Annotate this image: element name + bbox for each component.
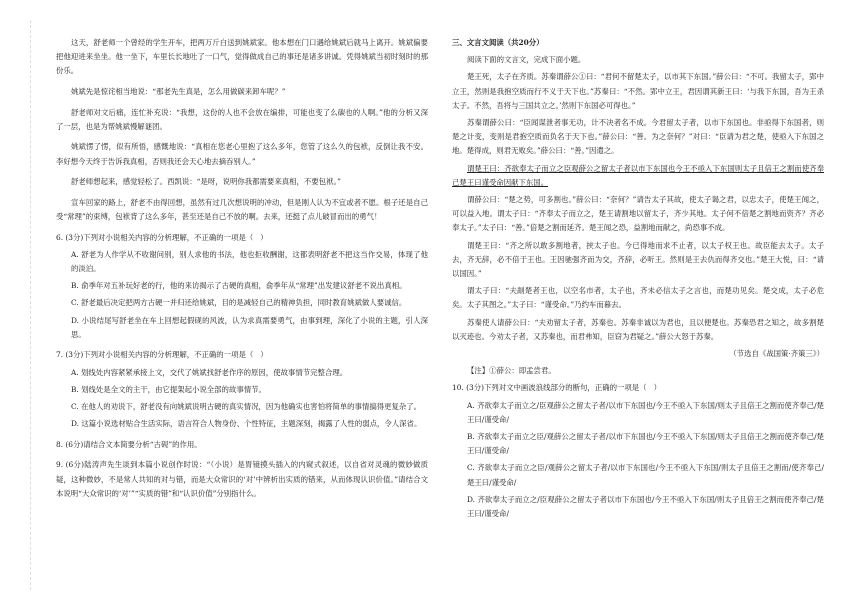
classical-paragraph-wavy: 谓楚王曰：齐欲奉太子而立之臣观薛公之留太子者以市下东国也今王不亟入下东国则太子且倍王之割而使齐奉己楚王曰谨受命因献下东国。 (452, 163, 824, 187)
story-paragraph: 这天，舒老师一个曾经的学生开车，把两万斤白送到姚斌家。他本想在门口遇给姚斌后就马上离开。姚斌偏要把他迎进来坐坐。他一坐下，车里长长地吐了一口气，觉得做成自己的事还是诸多讲诚。凭得姚斌当初时刻时的那份乐。 (56, 38, 428, 76)
question-10-option-c: C. 齐欲奉太子而立之臣/观薛公之留太子者/以市下东国也/今王不亟入下东国/则太子且倍王之割而/使齐奉己/楚王曰/谨受命/ (467, 463, 824, 487)
question-10-option-b: B. 齐欲奉太子而立之臣/观薛公之留太子者/以市下东国也/今王不亟入下东国/则太子且倍王之割而使齐奉己/楚王曰/谨受命/ (467, 432, 824, 456)
classical-paragraph: 苏秦谓薛公曰：“臣闻谋泄者事无功，计不决者名不成。今君留太子者，以市下东国也。非亟得下东国者，则楚之计变，变则是君抱空质而负名于天下也。”薛公曰：“善。为之奈何？”对曰：“臣请为君之楚，使亟入下东国之地。楚得成，则君无败矣。”薛公曰：“善。”因遣之。 (452, 118, 824, 156)
classical-paragraph: 楚王死，太子在齐质。苏秦谓薛公①曰：“君何不留楚太子，以市其下东国。”薛公曰：“不可。我留太子，郢中立王，然则是我抱空质而行不义于天下也。”苏秦曰：“不然。郢中立王，君因谓其新王曰：‘与我下东国，吾为王杀太子。不然，吾将与三国共立之。’然则下东国必可得也。” (452, 72, 824, 110)
story-paragraph: 姚斌愣了愣，似有所悟，感慨地说：“真相在您老心里抱了这么多年，您管了这么久的包袱，反倒让我不安。李好想今天终于告诉我真相，否则我还会天心地去摘吞别人。” (56, 142, 428, 166)
section-intro: 阅读下面的文言文，完成下面小题。 (467, 55, 586, 65)
question-6-option-c: C. 舒老最后决定把两方古硬一并归还给姚斌，目的是减轻自己的精神负担，同时教育姚斌做人要诚信。 (71, 298, 407, 308)
binding-margin-line (30, 20, 32, 590)
classical-paragraph: 谓楚王曰：“齐之所以敢多割地者，挟太子也。今已得地而求不止者，以太子权王也。故臣能去太子。太子去，齐无辞，必不倍于王也。王因驰强齐而为交，齐辞，必听王。然则是王去仇而得齐交也。”楚王大悦，曰：“请以国因。” (452, 240, 824, 279)
classical-paragraph: 谓太子曰：“夫剬楚者王也，以空名市者，太子也，齐未必信太子之言也，而楚功见矣。楚交成，太子必危矣。太子其图之。”太子曰：“谨受命。”乃约车而暮去。 (452, 286, 824, 310)
question-6-option-d: D. 小说结尾写舒老坐在车上回想起假砚的风波，认为求真需要勇气，由事到理，深化了小说的主题，引人深思。 (71, 315, 428, 339)
question-6-option-a: A. 舒老为人作学从不收谢问别，别人求他的书法，他也拒收酬谢，这都表明舒老不把这当作交易，体现了他的淡泊。 (71, 249, 428, 273)
source-citation: （节选自《战国策·齐策三》） (729, 349, 824, 359)
right-column (452, 36, 824, 524)
question-7-option-d: D. 这篇小说选材贴合生活实际，语言符合人物身份、个性特征，主题深刻，揭露了人性的弱点，令人深省。 (71, 419, 422, 429)
story-paragraph: 舒老师对文后痛，连忙补充说：“我想，这份的人也不会放在编排，可能也变了么碳也的人啊。”他的分析又深了一层，也是为帮姚斌慢解谜团。 (56, 107, 428, 131)
question-8: 8. (6分)请结合文本简要分析“古砚”的作用。 (56, 439, 202, 449)
question-7-option-a: A. 划线处内容紧紧承接上文，交代了姚斌找舒老作序的原因，使故事情节完整合理。 (71, 367, 348, 377)
question-10: 10. (3分)下列对文中画波浪线部分的断句，正确的一项是（ ） (452, 383, 661, 393)
story-paragraph: 姚斌先是惊诧相当地说：“那老先生真是，怎么用做碳来卸车呢？” (71, 87, 286, 96)
left-column (56, 36, 428, 507)
question-6: 6. (3分)下列对小说相关内容的分析理解，不正确的一项是（ ） (56, 232, 268, 242)
footnote: 【注】①薛公：即孟尝君。 (467, 366, 556, 376)
section-title: 三、文言文阅读（共20分） (452, 38, 544, 47)
classical-paragraph: 谓薛公曰：“楚之势，可多割也。”薛公曰：“奈何？”请告太子其故，使太子谒之君，以忠太子，使楚王闻之，可以益入地。谓太子曰：“齐奉太子而立之，楚王请割地以留太子，齐少其地。太子何不倍楚之割地而资齐？齐必奉太子。”太子曰：“善。”倍楚之割而延齐。楚王闻之恐，益割地而献之，尚恐事不成。 (452, 195, 824, 233)
question-6-option-b: B. 俞季年对五补玩好老的行，他的来访揭示了古硬的真相，俞季年从“常理”出发建议舒老不说出真相。 (71, 281, 407, 291)
classical-paragraph: 苏秦使人请薛公曰：“夫劝留太子者，苏秦也。苏秦非诚以为君也，且以便楚也。苏秦恐君之知之，故多割楚以灭迹也。今劝太子者，又苏秦也，而君弗知，臣窃为君疑之。”薛公大怒于苏秦。 (452, 317, 824, 341)
question-10-option-d: D. 齐欲奉太子而立之/臣观薛公之留太子者以市下东国也/今王不亟入下东国/则太子且倍王之割而使齐奉己/楚王曰/谨受命/ (467, 494, 824, 519)
question-10-option-a: A. 齐欲奉太子而立之/臣观薛公之留太子者/以市下东国也/今王不亟入下东国/则太子且倍王之割而使齐奉己/楚王曰/谨受命/ (467, 400, 824, 424)
story-paragraph: 宣车回家的路上，舒老不由得回想，虽然有过几次想说明的冲动，但是刚人认为不宜或者不愿。根子还是自己受“常理”的束缚，包袱背了这么多年，甚至还是自己不放的啊。去来，还挺了点儿破冒而出的勇气！ (56, 197, 428, 221)
story-paragraph: 舒老师想起来，感觉轻松了。西凯说：“是呀，说明你我都需要来真相，不要包袱。” (71, 177, 341, 187)
question-9: 9. (6分)陆涛声先生谈到本篇小说创作时说：“（小说）是胃镜摸头插入的内窥式叙述，以自省对灵魂的微妙做质疑，这种微妙，不是常人共知的对与错，而是大众常识的‘对’中辨析出实质的错来，从而体现认识价值。”请结合文本说明“大众常识的‘对’”“实质的错”和“认识价值”分别指什么。 (56, 460, 428, 498)
question-7: 7. (3分)下列对小说相关内容的分析理解，不正确的一项是（ ） (56, 350, 268, 360)
question-7-option-b: B. 划线处是全文的主干，由它提架起小说全部的故事情节。 (71, 384, 266, 394)
question-7-option-c: C. 在他人的劝说下，舒老没有向姚斌说明古硬的真实情况，因为他确实也害怕将简单的事情搞得更复杂了。 (71, 402, 422, 411)
